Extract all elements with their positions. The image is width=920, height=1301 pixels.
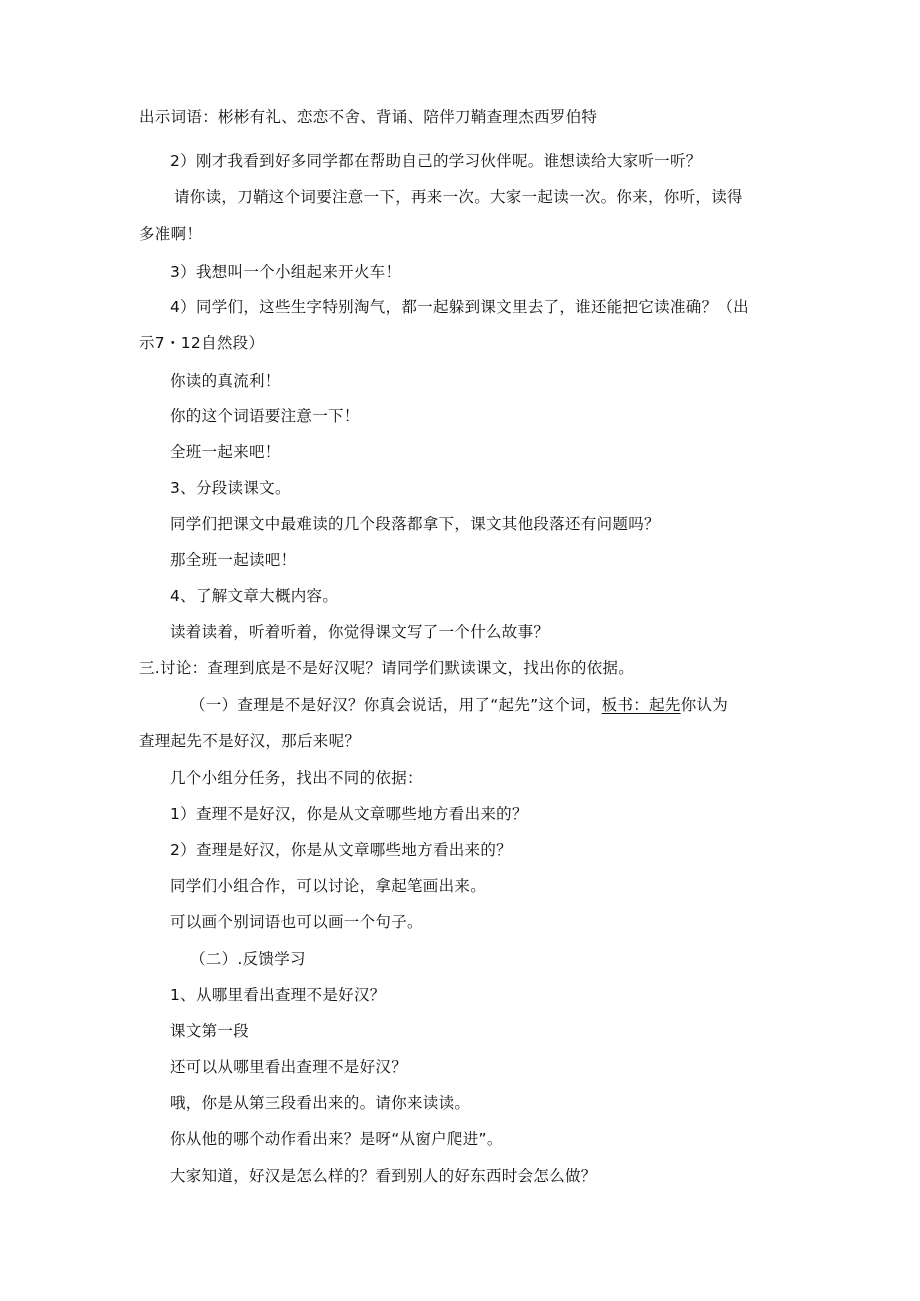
paragraph-line: 多准啊！: [139, 225, 203, 243]
section-heading: 4、了解文章大概内容。: [170, 587, 339, 605]
paragraph-text: 你认为: [680, 696, 729, 714]
board-note-underlined: 板书：起先: [601, 696, 681, 714]
paragraph-line: 你读的真流利！: [170, 372, 281, 390]
paragraph-line: 那全班一起读吧！: [170, 551, 297, 569]
paragraph-line: 你从他的哪个动作看出来？是呀“从窗户爬进”。: [170, 1130, 503, 1148]
paragraph-line: 3）我想叫一个小组起来开火车！: [170, 263, 402, 281]
paragraph-line: 2）刚才我看到好多同学都在帮助自己的学习伙伴呢。谁想读给大家听一听？: [170, 152, 702, 170]
paragraph-line: 几个小组分任务，找出不同的依据：: [170, 769, 423, 787]
paragraph-line: 课文第一段: [170, 1022, 250, 1040]
paragraph-line: 可以画个别词语也可以画一个句子。: [170, 913, 423, 931]
paragraph-text: （一）查理是不是好汉？你真会说话，用了“起先”这个词，: [190, 696, 602, 714]
paragraph-line: 4）同学们，这些生字特别淘气，都一起躲到课文里去了，谁还能把它读准确？（出: [170, 298, 749, 316]
paragraph-line: 哦，你是从第三段看出来的。请你来读读。: [170, 1094, 471, 1112]
vocabulary-line: 出示词语：彬彬有礼、恋恋不舍、背诵、陪伴刀鞘查理杰西罗伯特: [139, 108, 598, 126]
paragraph-line: 你的这个词语要注意一下！: [170, 407, 360, 425]
paragraph-line: 1）查理不是好汉，你是从文章哪些地方看出来的？: [170, 805, 528, 823]
paragraph-line: 大家知道，好汉是怎么样的？看到别人的好东西时会怎么做？: [170, 1167, 597, 1185]
section-heading: 三.讨论：查理到底是不是好汉呢？请同学们默读课文，找出你的依据。: [139, 659, 635, 677]
section-heading: 3、分段读课文。: [170, 479, 291, 497]
paragraph-line: 读着读着，听着听着，你觉得课文写了一个什么故事？: [170, 623, 550, 641]
paragraph-line: 还可以从哪里看出查理不是好汉？: [170, 1058, 408, 1076]
paragraph-line: 2）查理是好汉，你是从文章哪些地方看出来的？: [170, 841, 512, 859]
paragraph-line: 同学们把课文中最难读的几个段落都拿下，课文其他段落还有问题吗？: [170, 515, 660, 533]
paragraph-line-with-board-note: [190, 695, 728, 715]
paragraph-line: 请你读，刀鞘这个词要注意一下，再来一次。大家一起读一次。你来，你听，读得: [174, 188, 743, 206]
paragraph-line: 查理起先不是好汉，那后来呢？: [139, 732, 361, 750]
paragraph-line: 全班一起来吧！: [170, 443, 281, 461]
paragraph-line: 1、从哪里看出查理不是好汉？: [170, 986, 386, 1004]
section-heading: （二）.反馈学习: [190, 950, 306, 968]
paragraph-line: 示7・12自然段）: [139, 334, 265, 352]
paragraph-line: 同学们小组合作，可以讨论，拿起笔画出来。: [170, 877, 487, 895]
